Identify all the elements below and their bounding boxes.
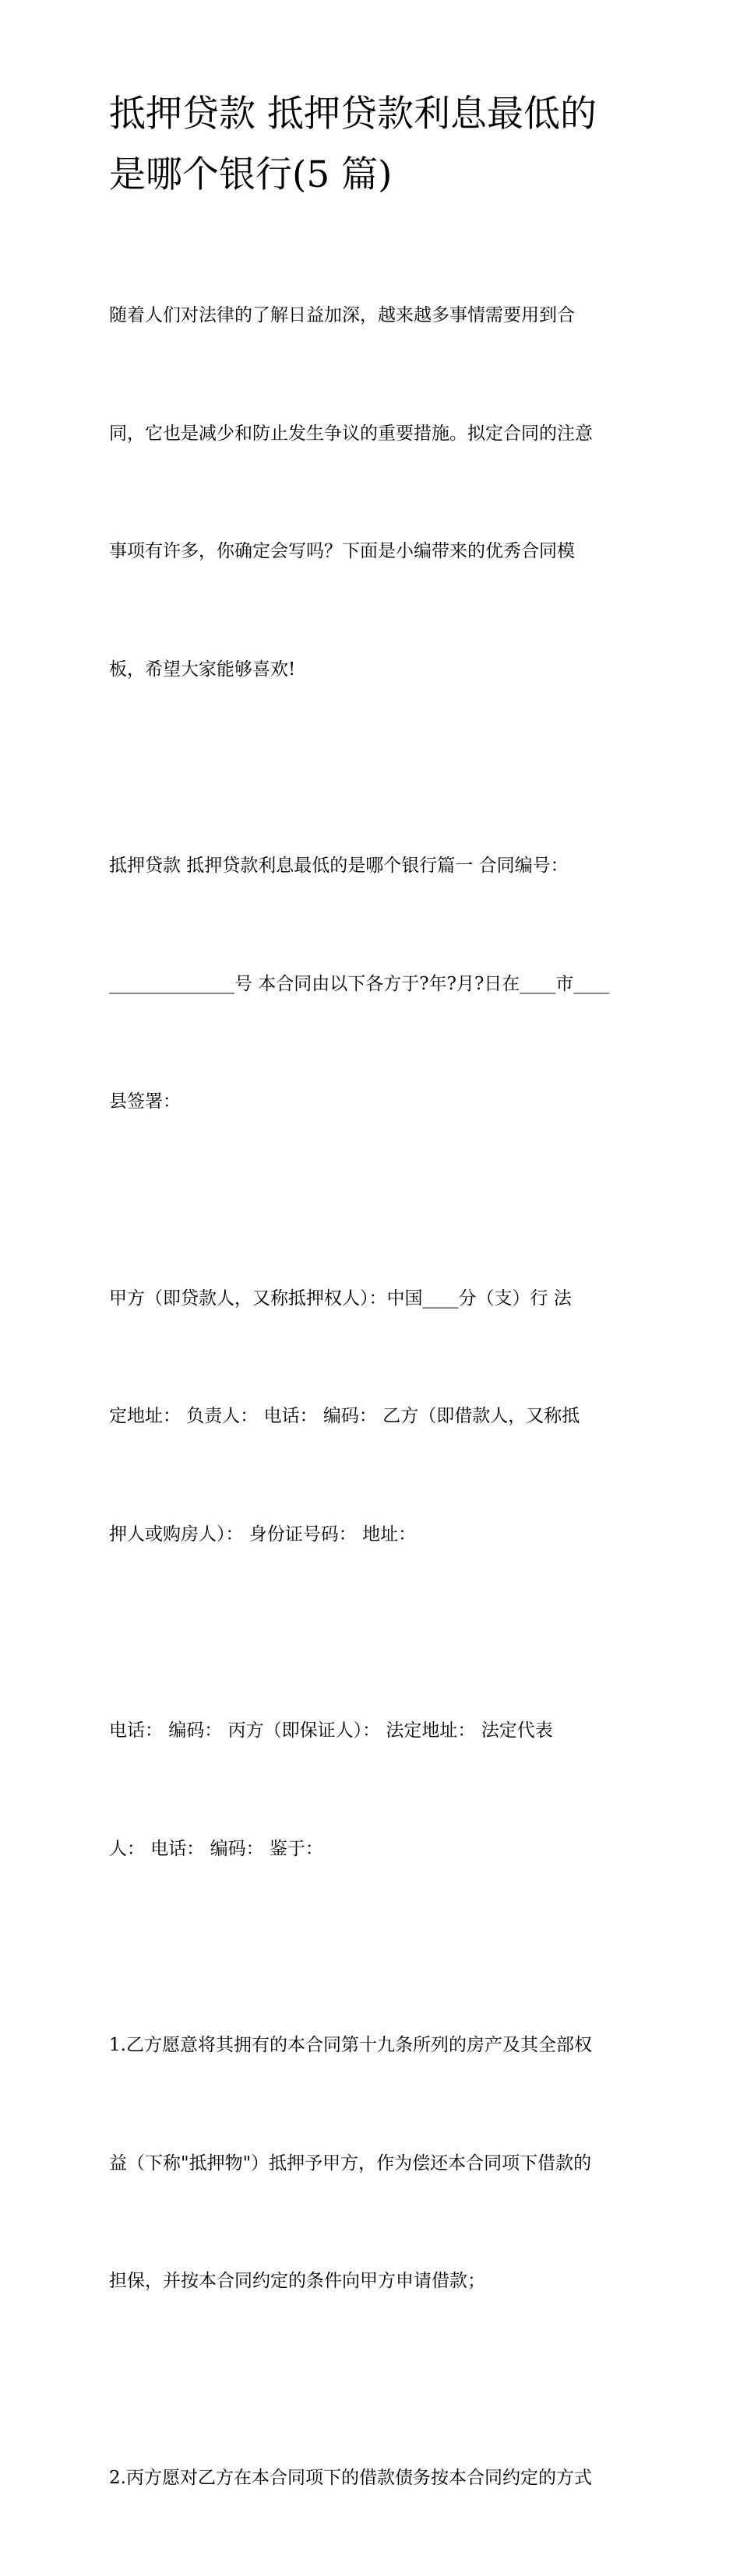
clause-2-paragraph	[109, 2380, 647, 2576]
party-a-b-paragraph	[109, 1200, 647, 1633]
text-line: 担保，并按本合同约定的条件向甲方申请借款；	[109, 2261, 647, 2301]
text-line: 同，它也是减少和防止发生争议的重要措施。拟定合同的注意	[109, 414, 647, 454]
text-line: 随着人们对法律的了解日益加深，越来越多事情需要用到合	[109, 296, 647, 336]
text-line: 押人或购房人）： 身份证号码： 地址：	[109, 1515, 647, 1555]
text-line: 2.丙方愿对乙方在本合同项下的借款债务按本合同约定的方式	[109, 2458, 647, 2498]
text-line: 抵押贷款 抵押贷款利息最低的是哪个银行篇一 合同编号：	[109, 846, 647, 886]
text-line: 县签署：	[109, 1082, 647, 1122]
document-page	[0, 0, 740, 957]
text-line: 电话： 编码： 丙方（即保证人）： 法定地址： 法定代表	[109, 1711, 647, 1751]
title-line: 是哪个银行(5 篇)	[109, 145, 647, 206]
clause-1-paragraph	[109, 1947, 647, 2380]
text-line: 定地址： 负责人： 电话： 编码： 乙方（即借款人，又称抵	[109, 1397, 647, 1436]
title-line: 抵押贷款 抵押贷款利息最低的	[109, 84, 647, 145]
text-line: 板，希望大家能够喜欢!	[109, 650, 647, 690]
text-line: 1.乙方愿意将其拥有的本合同第十九条所列的房产及其全部权	[109, 2026, 647, 2065]
text-line: 事项有许多，你确定会写吗？下面是小编带来的优秀合同模	[109, 532, 647, 571]
text-line: ______________号 本合同由以下各方于?年?月?日在____市____	[109, 965, 647, 1004]
intro-paragraph	[109, 217, 647, 768]
text-line: 甲方（即贷款人，又称抵押权人）：中国____分（支）行 法	[109, 1279, 647, 1319]
document-title	[109, 84, 647, 206]
party-c-paragraph	[109, 1632, 647, 1947]
document-body	[109, 217, 647, 2576]
text-line: 益（下称"抵押物"）抵押予甲方，作为偿还本合同项下借款的	[109, 2144, 647, 2184]
text-line: 人： 电话： 编码： 鉴于：	[109, 1829, 647, 1869]
contract-header-paragraph	[109, 768, 647, 1200]
